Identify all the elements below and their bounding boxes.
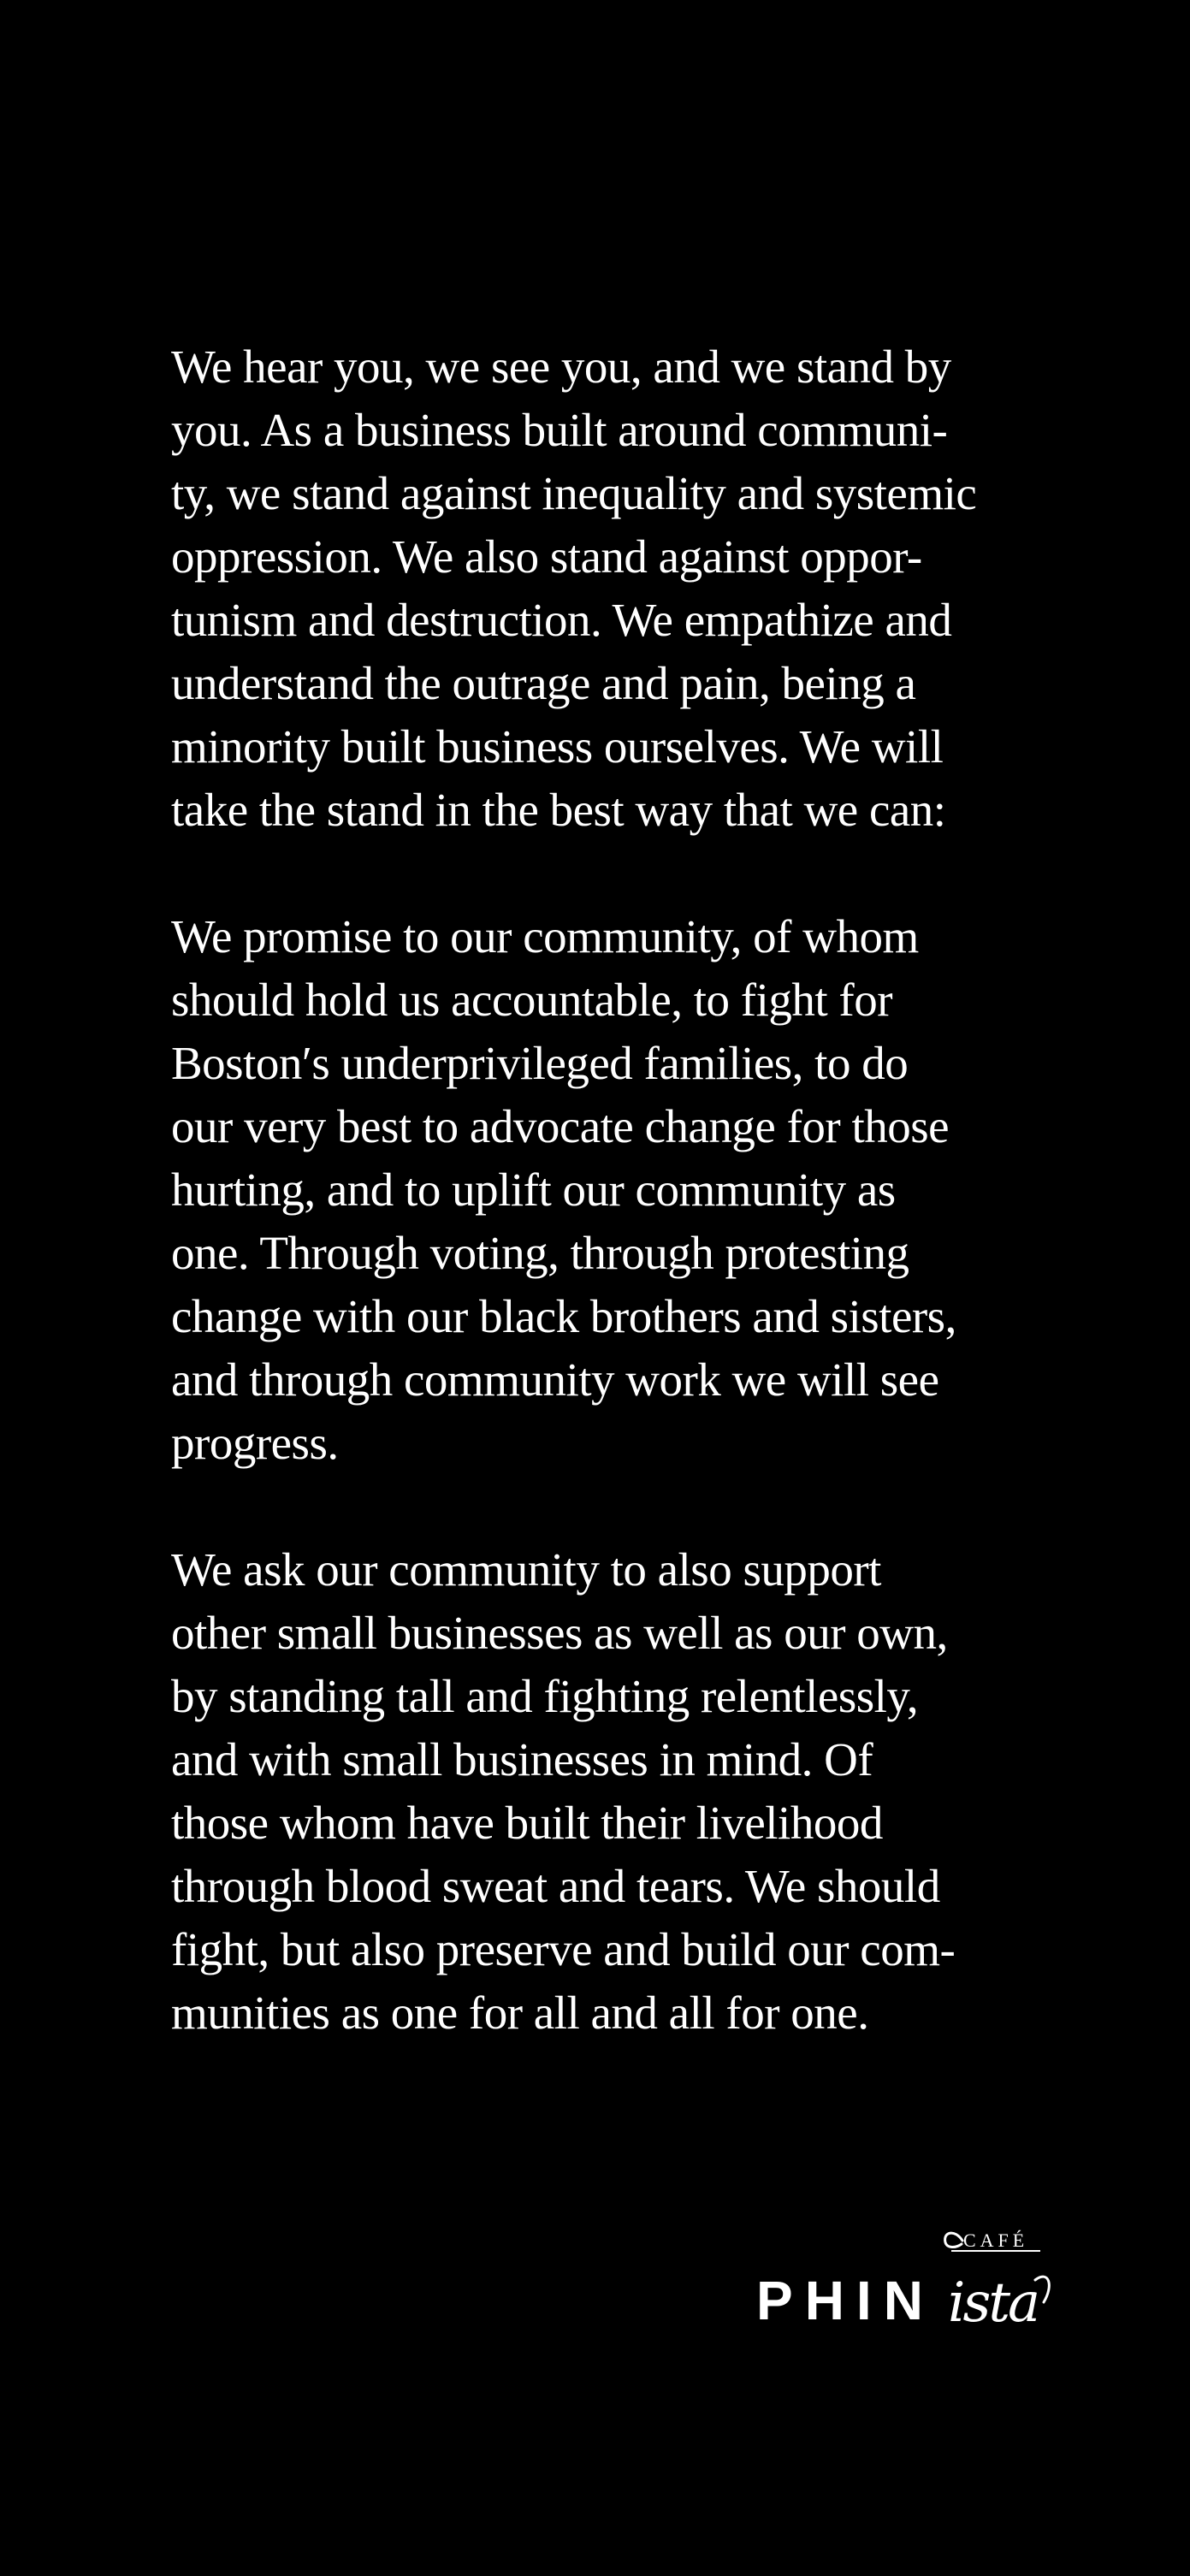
cafe-phinista-logo [753, 2220, 1061, 2348]
statement-line: We promise to our community, of whom [171, 910, 919, 962]
statement-line: by standing tall and fighting relentlessly, [171, 1670, 919, 1722]
statement-line: ty, we stand against inequality and systemic [171, 467, 977, 519]
logo-cafe-text: CAFÉ [963, 2230, 1029, 2251]
logo-graphic [753, 2220, 1061, 2348]
statement-line: and with small businesses in mind. Of [171, 1733, 873, 1785]
statement-line: Boston′s underprivileged families, to do [171, 1037, 909, 1089]
statement-line: change with our black brothers and sisters, [171, 1290, 956, 1342]
statement-line: hurting, and to uplift our community as [171, 1164, 896, 1216]
statement-line: tunism and destruction. We empathize and [171, 594, 952, 646]
statement-line: munities as one for all and all for one. [171, 1987, 869, 2039]
statement-line: through blood sweat and tears. We should [171, 1860, 940, 1912]
statement-line: one. Through voting, through protesting [171, 1227, 909, 1279]
statement-line: oppression. We also stand against oppor- [171, 530, 922, 583]
statement-line: and through community work we will see [171, 1353, 939, 1406]
logo-swash [945, 2233, 962, 2247]
statement-paragraph-3 [171, 1538, 1044, 2045]
statement-line: should hold us accountable, to fight for [171, 974, 893, 1026]
statement-line: you. As a business built around communi- [171, 404, 948, 456]
statement-line: fight, but also preserve and build our com- [171, 1923, 956, 1975]
statement-paragraph-1 [171, 335, 1044, 842]
statement-line: other small businesses as well as our own, [171, 1607, 948, 1659]
statement-line: We ask our community to also support [171, 1543, 881, 1596]
statement-line: We hear you, we see you, and we stand by [171, 341, 951, 393]
statement-paragraph-2 [171, 905, 1044, 1475]
statement-line: our very best to advocate change for those [171, 1100, 950, 1152]
statement-line: understand the outrage and pain, being a [171, 657, 916, 709]
statement-line: take the stand in the best way that we can: [171, 784, 946, 836]
statement-line: minority built business ourselves. We will [171, 720, 944, 773]
logo-brand-text: PHIN [756, 2270, 935, 2331]
statement-line: those whom have built their livelihood [171, 1797, 883, 1849]
statement [171, 335, 1044, 2108]
logo-script-text: ista [948, 2271, 1039, 2335]
statement-line: progress. [171, 1417, 339, 1469]
